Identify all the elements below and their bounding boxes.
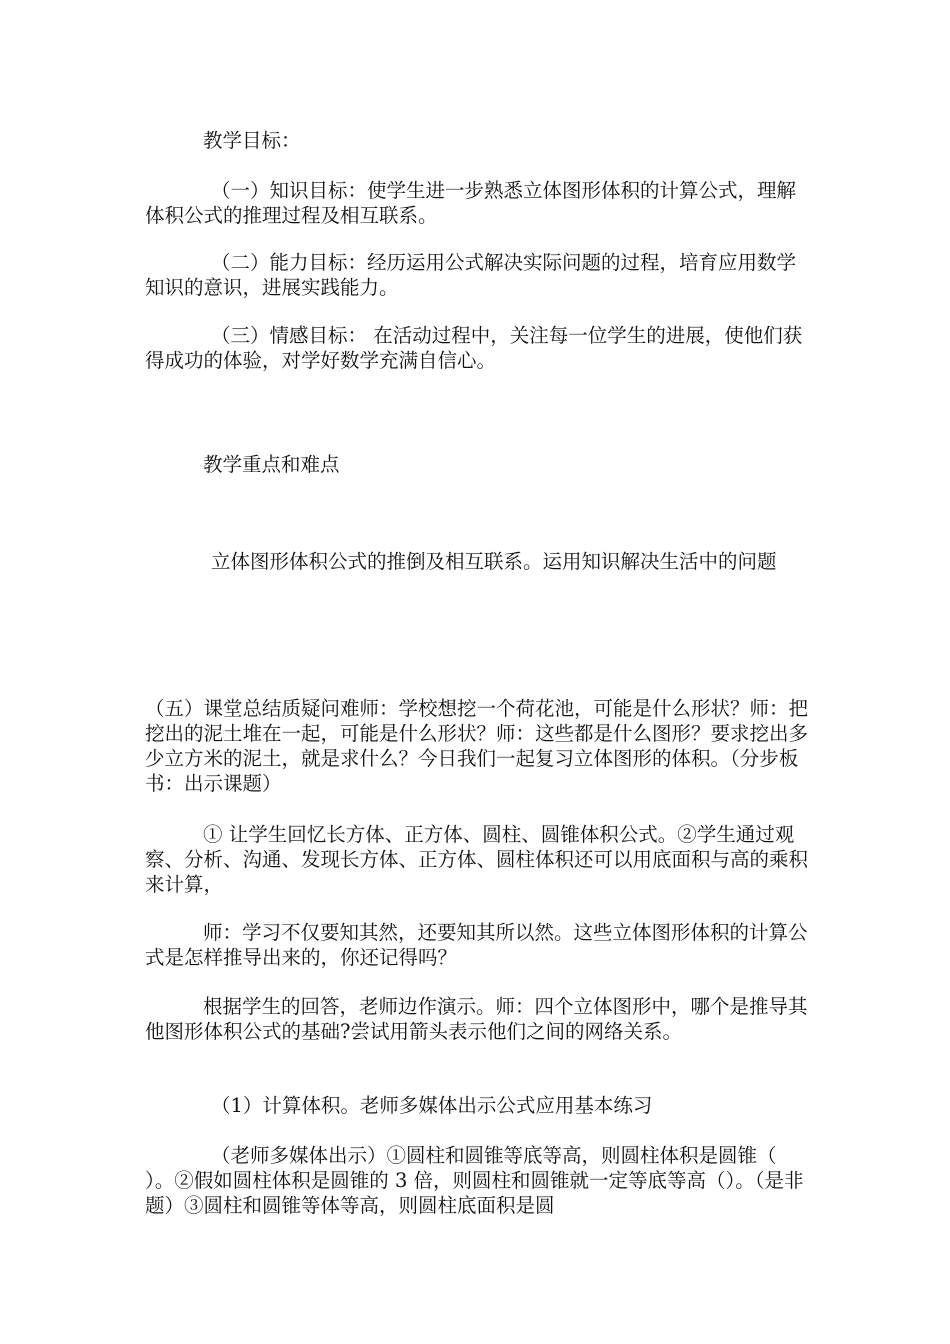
- goal-ability: （二）能力目标：经历运用公式解决实际问题的过程，培育应用数学知识的意识，进展实践能力。: [145, 251, 797, 299]
- goal-emotion: （三）情感目标： 在活动过程中，关注每一位学生的进展，使他们获得成功的体验，对学好数学充满自信心。: [145, 324, 803, 372]
- para-teacher-question: 师：学习不仅要知其然，还要知其所以然。这些立体图形体积的计算公式是怎样推导出来的，你还记得吗？: [145, 921, 808, 969]
- para-recall-formulas: ① 让学生回忆长方体、正方体、圆柱、圆锥体积公式。②学生通过观察、分析、沟通、发现长方体、正方体、圆柱体积还可以用底面积与高的乘积来计算，: [145, 823, 809, 896]
- key-points-text: 立体图形体积公式的推倒及相互联系。运用知识解决生活中的问题: [211, 550, 777, 573]
- heading-key-points: 教学重点和难点: [203, 453, 340, 476]
- para-exercises: （老师多媒体出示）①圆柱和圆锥等底等高，则圆柱体积是圆锥（ ）。②假如圆柱体积是圆锥的 3 倍，则圆柱和圆锥就一定等底等高（）。（是非题）③圆柱和圆锥等体等高，则圆柱底面积是圆: [145, 1144, 804, 1217]
- section-summary: （五）课堂总结质疑问难师：学校想挖一个荷花池，可能是什么形状？师：把挖出的泥土堆在一起，可能是什么形状？师：这些都是什么图形？要求挖出多少立方米的泥土，就是求什么？今日我们一起复习立体图形的体积。（分步板书：出示课题）: [145, 697, 809, 795]
- heading-teaching-goals: 教学目标：: [203, 129, 301, 152]
- para-demonstration: 根据学生的回答，老师边作演示。师：四个立体图形中，哪个是推导其他图形体积公式的基础?尝试用箭头表示他们之间的网络关系。: [145, 995, 808, 1043]
- para-calculate-volume: （1）计算体积。老师多媒体出示公式应用基本练习: [211, 1094, 653, 1117]
- goal-knowledge: （一）知识目标：使学生进一步熟悉立体图形体积的计算公式，理解体积公式的推理过程及相互联系。: [145, 179, 797, 227]
